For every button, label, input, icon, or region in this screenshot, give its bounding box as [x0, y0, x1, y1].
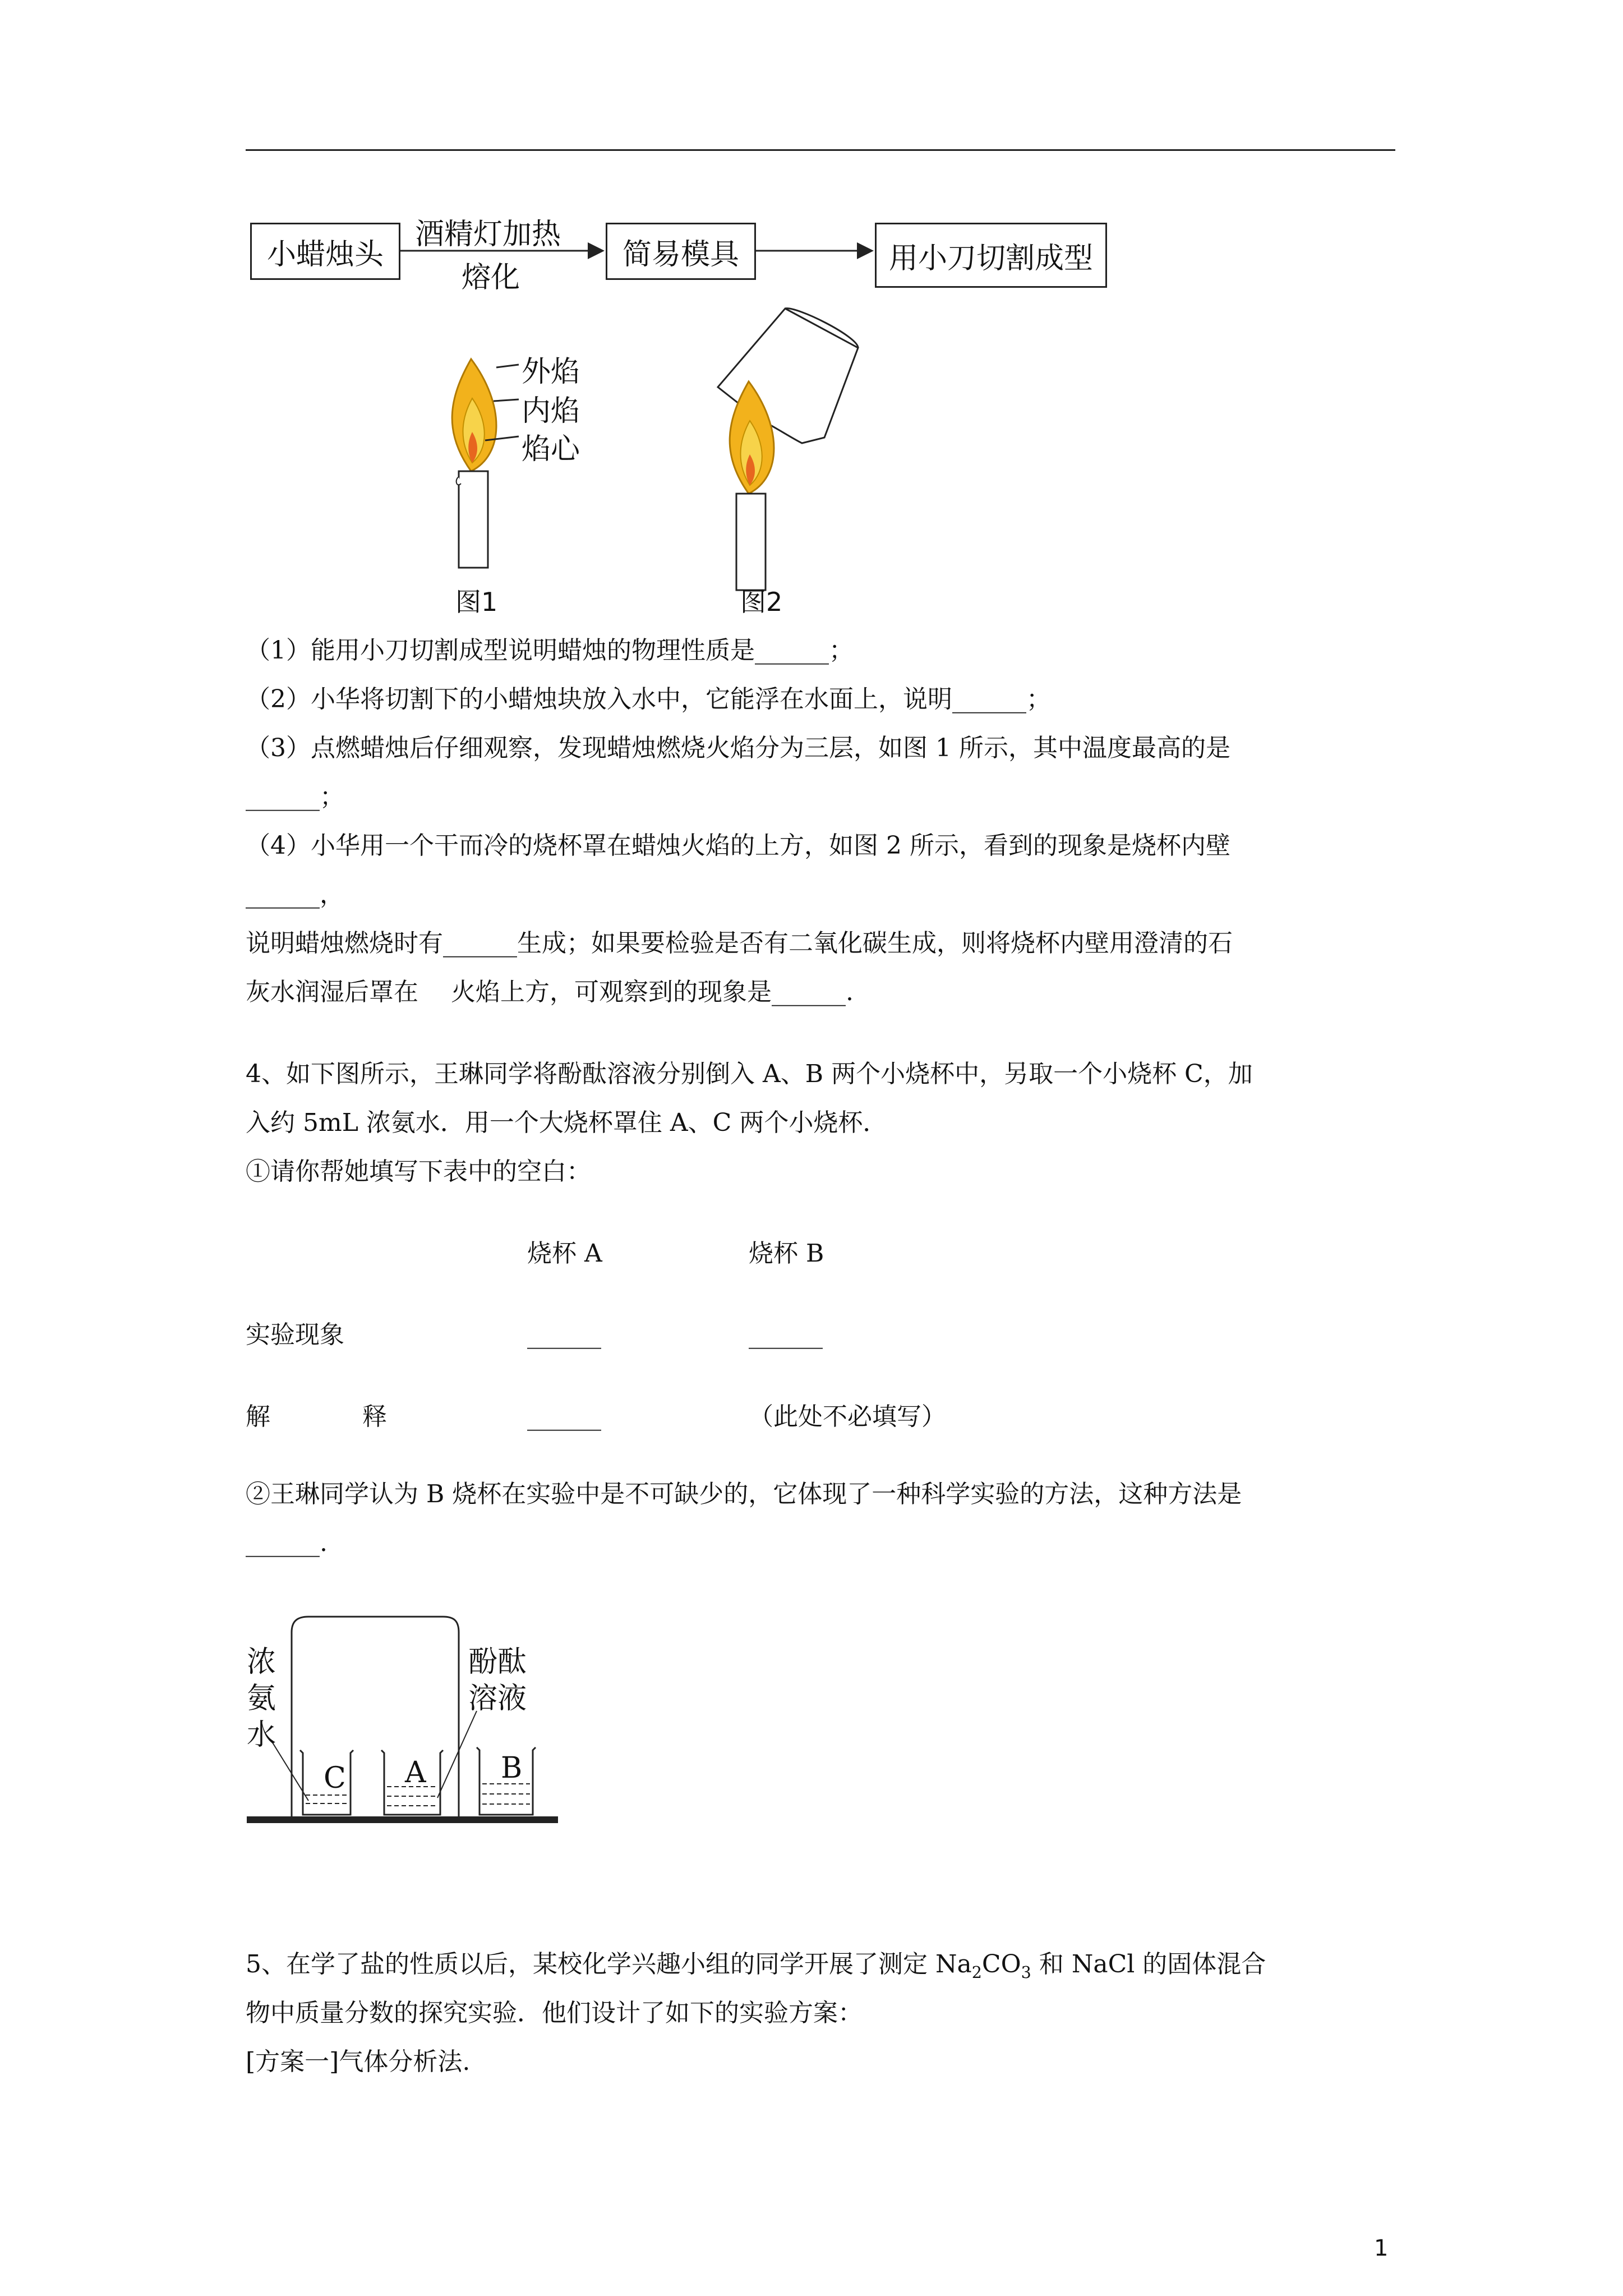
- q4-line-3: ①请你帮她填写下表中的空白：: [246, 1157, 591, 1186]
- label-flame-core: 焰心: [522, 432, 580, 466]
- label-phenolphthalein-2: 溶液: [468, 1682, 527, 1715]
- q5-line-1-a: 5、在学了盐的性质以后，某校化学兴趣小组的同学开展了测定 Na: [246, 1950, 972, 1978]
- q5-line-2: 物中质量分数的探究实验．他们设计了如下的实验方案：: [246, 1999, 863, 2027]
- q5-line-1-sub-2: 3: [1021, 1962, 1031, 1982]
- table-row1-beaker-b: ______: [749, 1320, 823, 1349]
- label-ammonia-3: 水: [247, 1718, 276, 1752]
- candle-beaker-figure-2: [707, 303, 875, 595]
- q4-line-2: 入约 5mL 浓氨水．用一个大烧杯罩住 A、C 两个小烧杯．: [246, 1108, 888, 1137]
- label-ammonia-1: 浓: [247, 1645, 276, 1679]
- q3-line-2: （2）小华将切割下的小蜡烛块放入水中，它能浮在水面上，说明______；: [246, 685, 1051, 714]
- label-phenolphthalein-1: 酚酞: [468, 1645, 527, 1679]
- label-beaker-c: C: [324, 1761, 346, 1795]
- q3-line-3: （3）点燃蜡烛后仔细观察，发现蜡烛燃烧火焰分为三层，如图 1 所示，其中温度最高的是: [246, 734, 1230, 762]
- q3-line-7: 说明蜡烛燃烧时有______生成；如果要检验是否有二氧化碳生成，则将烧杯内壁用澄清的石: [246, 929, 1233, 958]
- q5-line-1-b: CO: [981, 1950, 1021, 1978]
- q5-line-1-sub-1: 2: [971, 1962, 982, 1982]
- q3-line-4: ______；: [246, 783, 344, 811]
- table-row1-beaker-a: ______: [527, 1320, 601, 1349]
- label-inner-flame: 内焰: [522, 394, 580, 428]
- flow-arrows: [0, 0, 1623, 337]
- flow-box-candle-stub: 小蜡烛头: [250, 223, 400, 280]
- label-ammonia-2: 氨: [247, 1682, 276, 1715]
- q5-line-3: [方案一]气体分析法.: [246, 2047, 471, 2076]
- flow-arrow1-top-label: 酒精灯加热: [415, 218, 561, 251]
- table-header-beaker-b: 烧杯 B: [749, 1239, 824, 1268]
- page-number: 1: [1374, 2235, 1389, 2261]
- flow-box-cut: 用小刀切割成型: [875, 223, 1107, 288]
- table-row1-label: 实验现象: [246, 1320, 344, 1349]
- table-header-beaker-a: 烧杯 A: [527, 1239, 602, 1268]
- q4-line-5: ______.: [246, 1529, 328, 1557]
- table-row2-label-2: 释: [362, 1402, 387, 1431]
- q5-line-1: [246, 1948, 1395, 1989]
- q4-line-4: ②王琳同学认为 B 烧杯在实验中是不可缺少的，它体现了一种科学实验的方法，这种方法是: [246, 1480, 1242, 1508]
- table-row2-beaker-b: （此处不必填写）: [749, 1402, 946, 1431]
- flow-arrow1-bottom-label: 熔化: [462, 261, 520, 295]
- q3-line-6: ______，: [246, 880, 344, 909]
- label-outer-flame: 外焰: [522, 355, 580, 389]
- q4-line-1: 4、如下图所示，王琳同学将酚酞溶液分别倒入 A、B 两个小烧杯中，另取一个小烧杯 C，加: [246, 1060, 1253, 1088]
- table-row2-beaker-a: ______: [527, 1402, 601, 1431]
- caption-figure-1: 图1: [455, 587, 498, 617]
- q3-line-8: 灰水润湿后罩在 火焰上方，可观察到的现象是______.: [246, 978, 854, 1006]
- label-beaker-a: A: [405, 1756, 426, 1789]
- q3-line-5: （4）小华用一个干而冷的烧杯罩在蜡烛火焰的上方，如图 2 所示，看到的现象是烧杯内壁: [246, 831, 1230, 860]
- flow-box-mold: 简易模具: [606, 223, 756, 280]
- caption-figure-2: 图2: [740, 587, 783, 617]
- label-beaker-b: B: [501, 1751, 523, 1785]
- table-row2-label-1: 解: [246, 1402, 270, 1431]
- q3-line-1: （1）能用小刀切割成型说明蜡烛的物理性质是______；: [246, 636, 854, 665]
- q5-line-1-c: 和 NaCl 的固体混合: [1031, 1950, 1266, 1978]
